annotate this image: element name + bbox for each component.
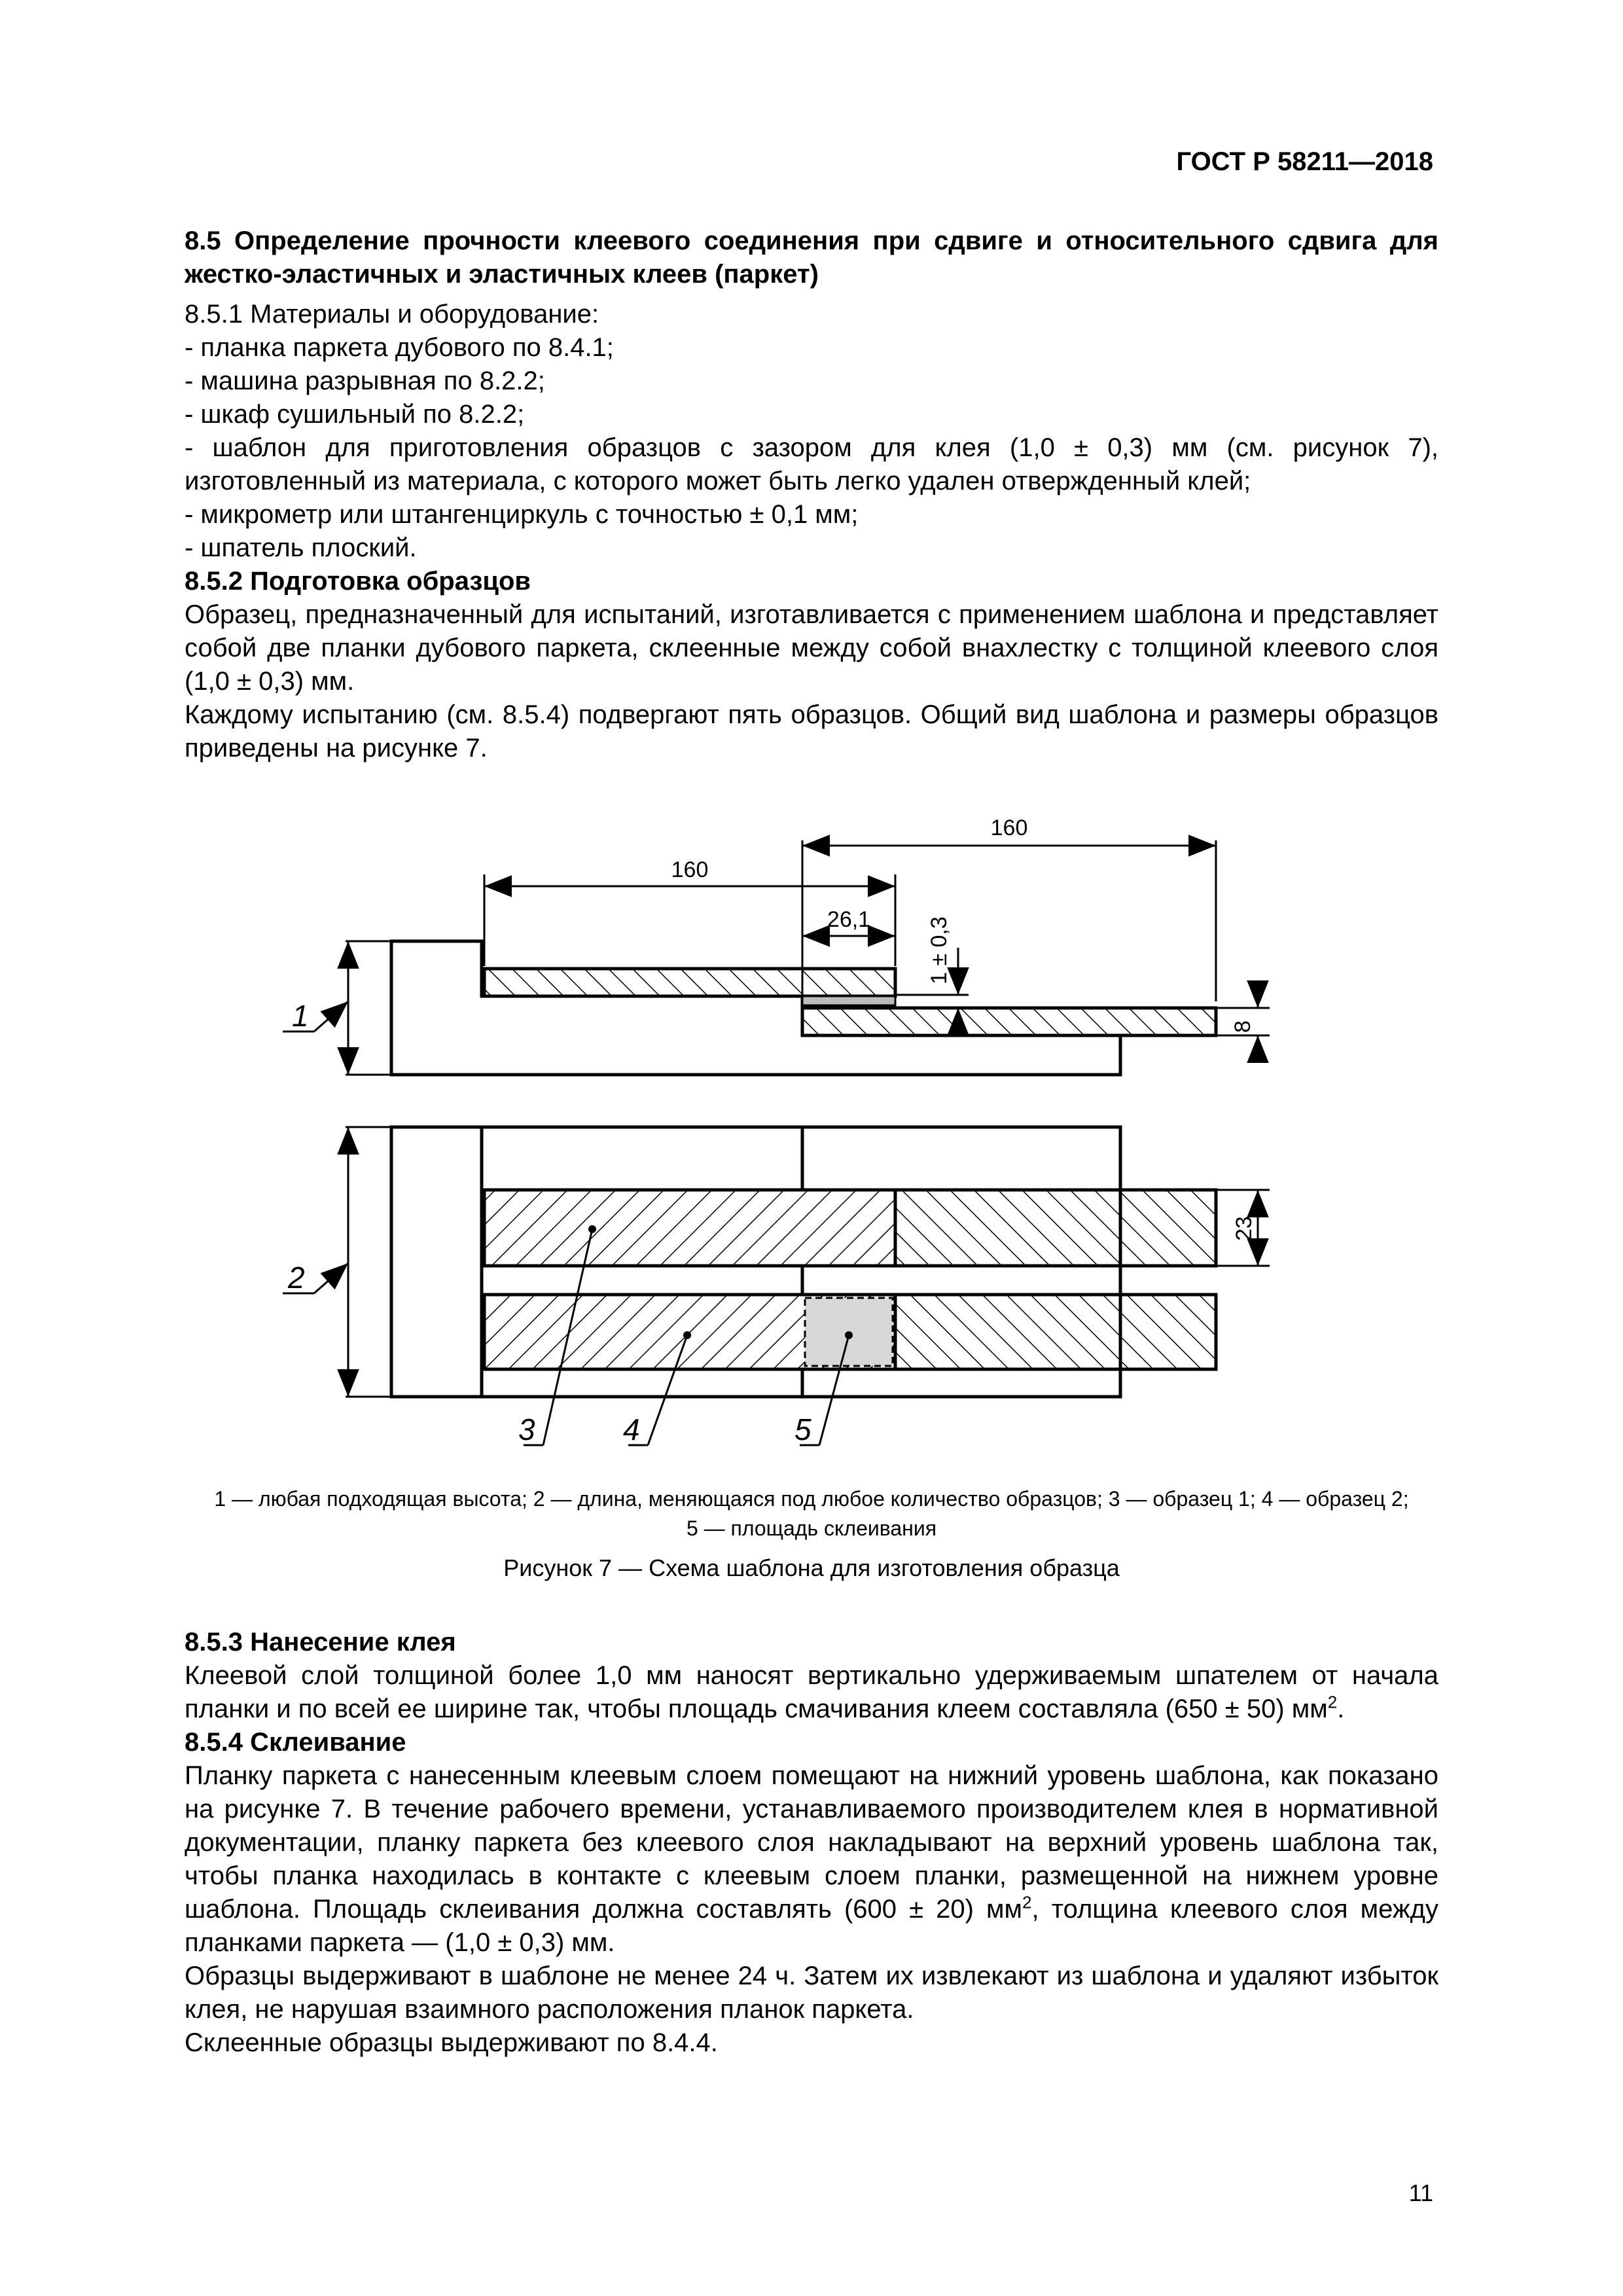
page-number: 11 [1408, 2179, 1433, 2206]
s853-heading: 8.5.3 Нанесение клея [185, 1628, 456, 1657]
callout-4: 4 [623, 1412, 640, 1446]
sample-2-dot [683, 1331, 691, 1339]
glue-layer-side [802, 996, 895, 1005]
sample-1-dot [588, 1225, 596, 1233]
upper-plank-side [484, 969, 895, 996]
dim-23: 23 [1232, 1216, 1257, 1241]
dim-26-1: 26,1 [827, 907, 871, 932]
s851-item-2: - машина разрывная по 8.2.2; [185, 367, 545, 395]
s854-p3: Склеенные образцы выдерживают по 8.4.4. [185, 2028, 718, 2057]
callout-5: 5 [794, 1412, 812, 1446]
legend-line-1: 1 — любая подходящая высота; 2 — длина, меняющаяся под любое количество образцов; 3 — образец 1; 4 — образец 2; [214, 1487, 1409, 1511]
dim-160-top: 160 [990, 816, 1028, 840]
s851-item-3: - шкаф сушильный по 8.2.2; [185, 400, 525, 429]
s854-p2: Образцы выдерживают в шаблоне не менее 24 ч. Затем их извлекают из шаблона и удаляют избыток клея, не нарушая взаимного расположения планок паркета. [185, 1962, 1438, 2024]
dim-160-left: 160 [671, 857, 709, 882]
figure-caption: Рисунок 7 — Схема шаблона для изготовления образца [503, 1554, 1120, 1581]
s854-heading: 8.5.4 Склеивание [185, 1728, 406, 1757]
legend-line-2: 5 — площадь склеивания [686, 1516, 937, 1540]
callout-2: 2 [288, 1261, 305, 1295]
s852-p2: Каждому испытанию (см. 8.5.4) подвергают пять образцов. Общий вид шаблона и размеры образцов приведены на рисунке 7. [185, 700, 1438, 762]
s852-p1: Образец, предназначенный для испытаний, изготавливается с применением шаблона и представляет собой две планки дубового паркета, склеенные между собой внахлестку с толщиной клеевого слоя (1,0 ± 0,3) мм. [185, 600, 1438, 696]
dim-8: 8 [1230, 1020, 1255, 1033]
sample-2-right [895, 1295, 1216, 1369]
s851-heading: 8.5.1 Материалы и оборудование: [185, 300, 599, 329]
side-view [391, 941, 1216, 1075]
s851-item-4: - шаблон для приготовления образцов с зазором для клея (1,0 ± 0,3) мм (см. рисунок 7), изготовленный из материала, с которого может быть легко удален отвержденный клей; [185, 433, 1438, 495]
s852-heading: 8.5.2 Подготовка образцов [185, 567, 531, 596]
dim-1-tolerance: 1 ± 0,3 [927, 916, 952, 984]
figure-legend [0, 1484, 1623, 1543]
callout-1: 1 [292, 999, 309, 1033]
callout-3: 3 [518, 1412, 535, 1446]
s854-p1: Планку паркета с нанесенным клеевым слоем помещают на нижний уровень шаблона, как показано на рисунке 7. В течение рабочего времени, устанавливаемого производителем клея в нормативной документации, планку паркета без клеевого слоя накладывают на верхний уровень шаблона так, чтобы планка находилась в контакте с клеевым слоем планки, размещенной на нижнем уровне шаблона. Площадь склеивания должна составлять (600 ± 20) $мм^2$, толщина клеевого слоя между планками паркета — (1,0 ± 0,3) мм. [185, 1761, 1438, 1957]
s851-item-6: - шпатель плоский. [185, 533, 417, 562]
standard-code: ГОСТ Р 58211—2018 [1176, 147, 1433, 176]
section-title: 8.5 Определение прочности клеевого соединения при сдвиге и относительного сдвига для жестко-эластичных и эластичных клеев (паркет) [185, 226, 1438, 289]
top-view [391, 1127, 1216, 1397]
sections-8-5-3-4-text [185, 1626, 1438, 2060]
s851-item-5: - микрометр или штангенциркуль с точностью ± 0,1 мм; [185, 500, 859, 529]
sample-1-left [484, 1190, 895, 1266]
s851-item-1: - планка паркета дубового по 8.4.1; [185, 333, 614, 362]
lower-plank-side [802, 1008, 1216, 1035]
s853-p1: Клеевой слой толщиной более 1,0 мм наносят вертикально удерживаемым шпателем от начала планки и по всей ее ширине так, чтобы площадь смачивания клеем составляла (650 ± 50) $мм^2$. [185, 1661, 1438, 1723]
sample-1-right [895, 1190, 1216, 1266]
